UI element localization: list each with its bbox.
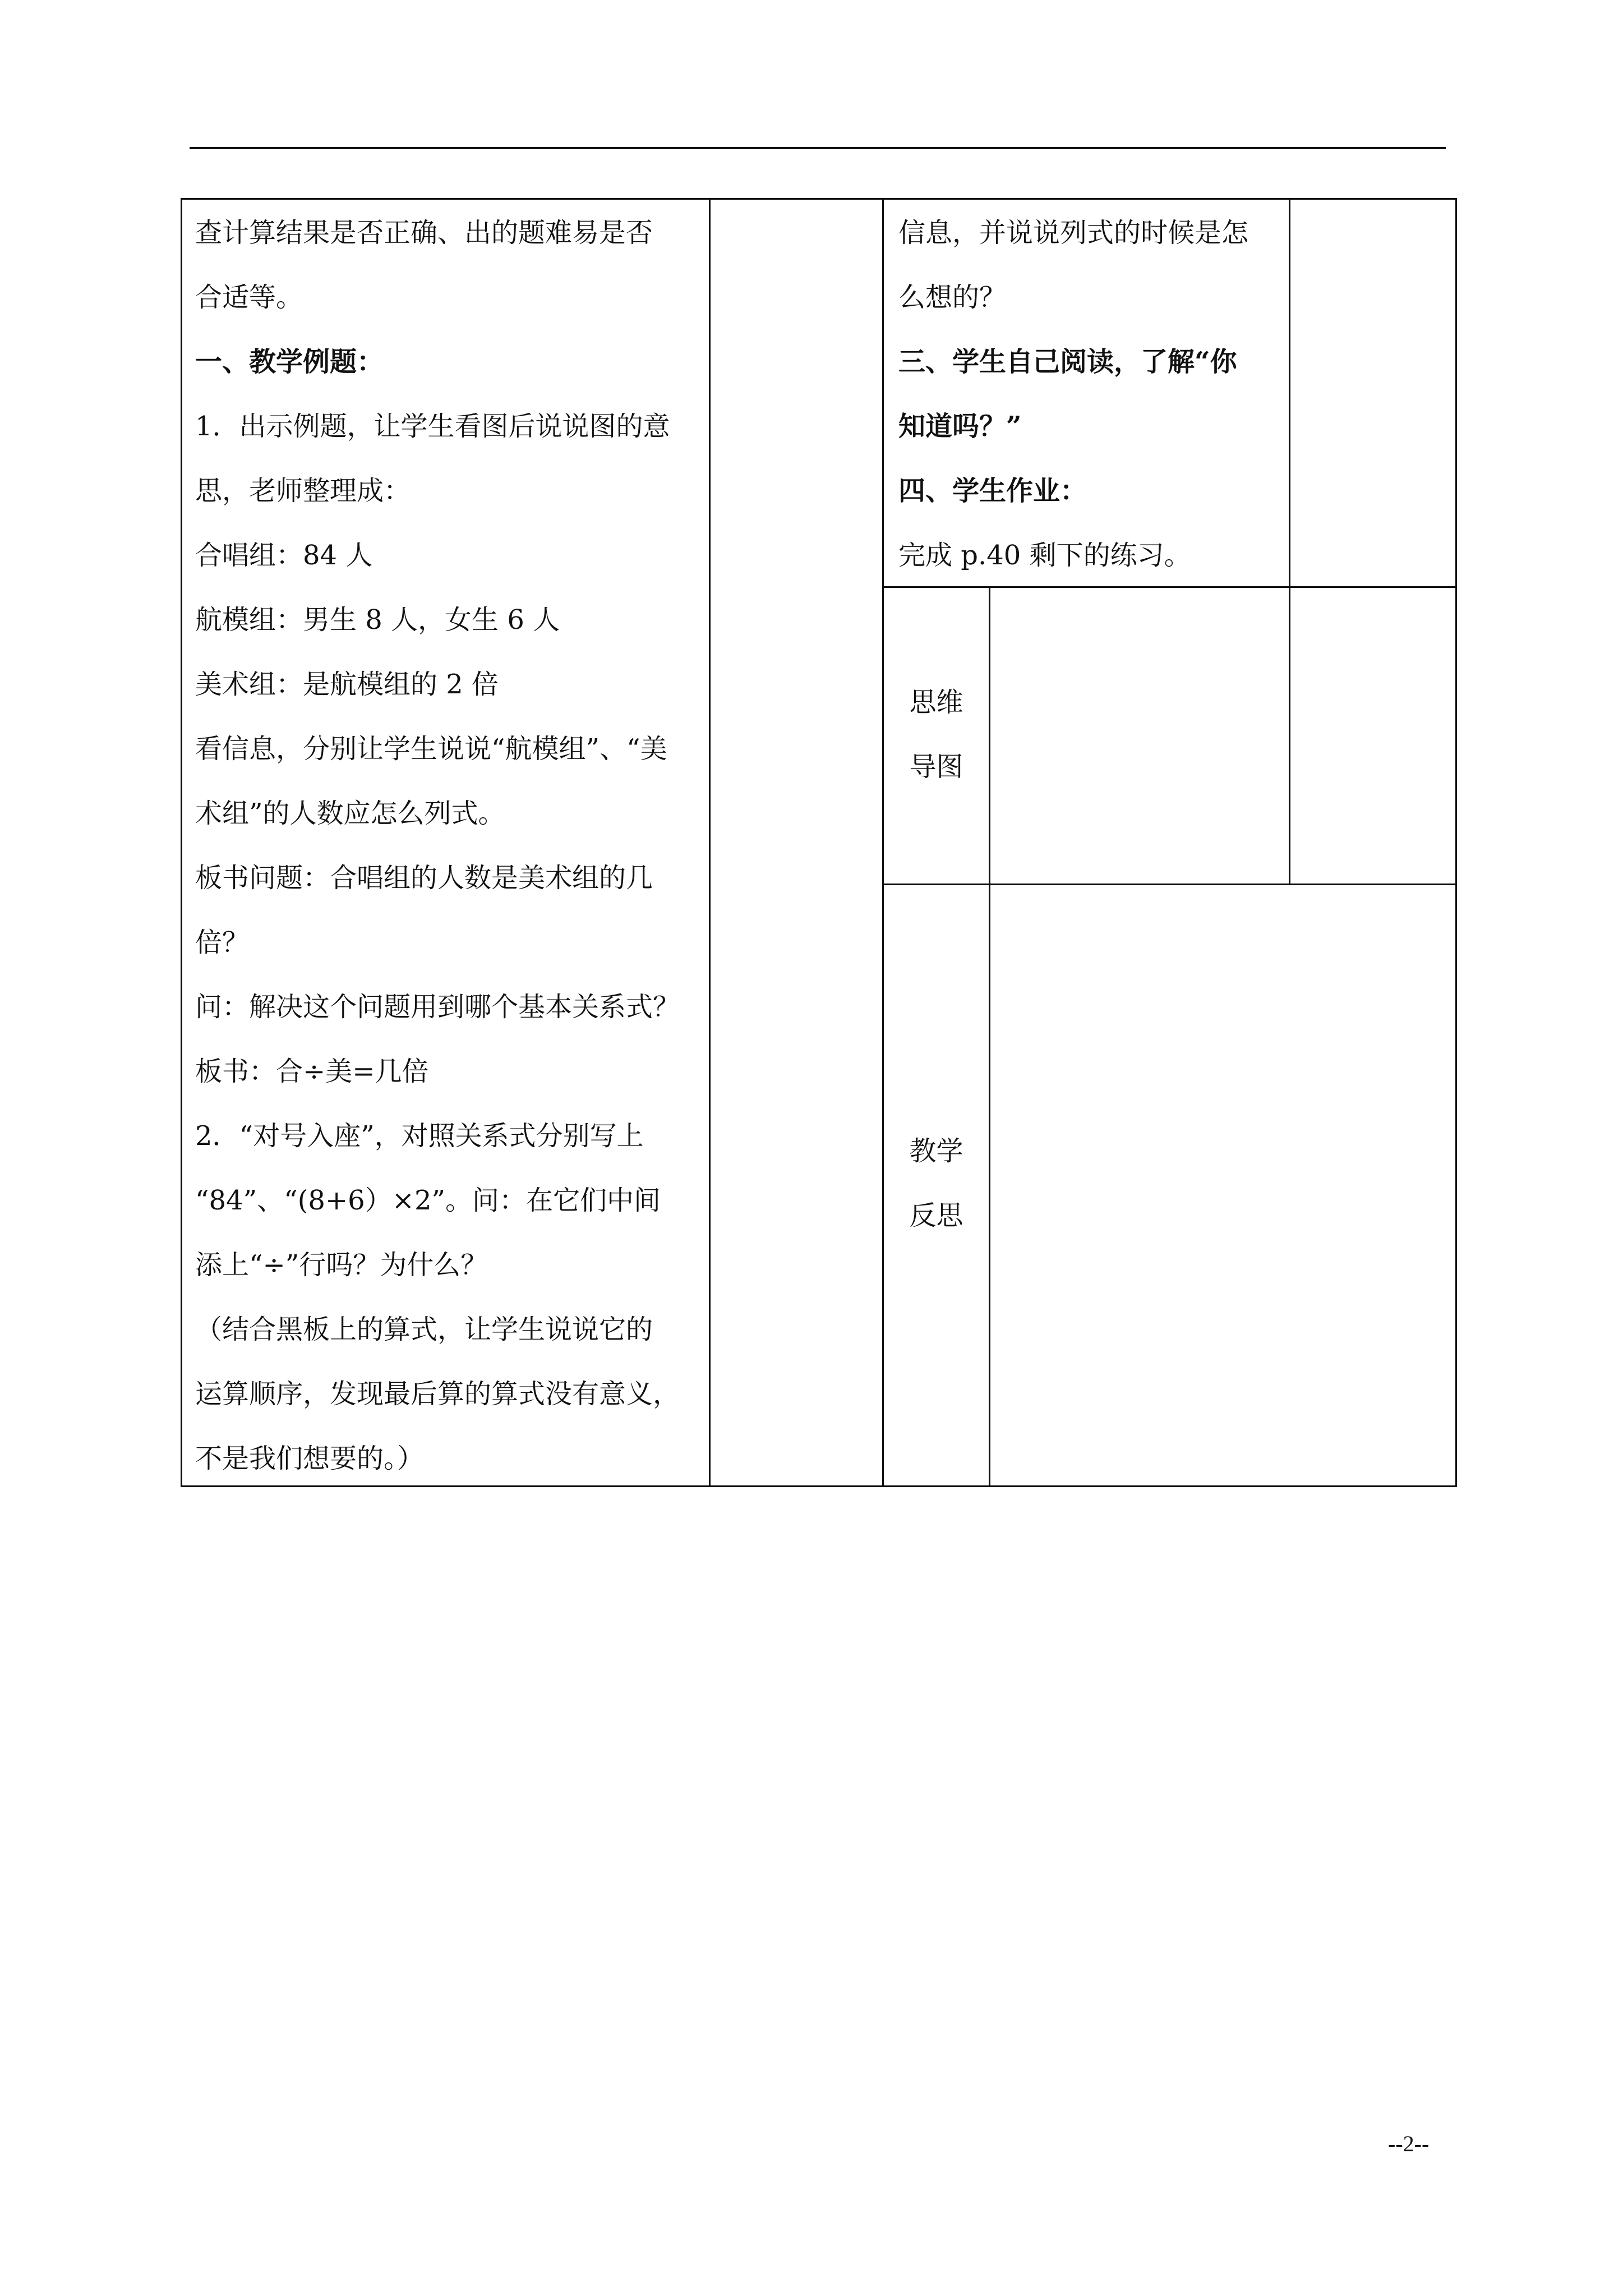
left-column-line: （结合黑板上的算式，让学生说说它的 (195, 1314, 653, 1345)
right-column-line: 三、学生自己阅读，了解“你 (898, 346, 1237, 378)
reflection-label-line1: 教学 (909, 1135, 963, 1167)
left-column-line: 查计算结果是否正确、出的题难易是否 (195, 217, 653, 249)
divider-row-2 (882, 884, 1457, 885)
divider-right-notes (1289, 198, 1290, 885)
left-content-cell (195, 201, 680, 1491)
right-column-line: 知道吗？” (898, 411, 1022, 442)
divider-label-column (989, 586, 990, 1487)
left-column-line: 术组”的人数应怎么列式。 (195, 798, 505, 829)
left-column-line: 板书：合÷美=几倍 (195, 1056, 429, 1087)
left-column-line: 看信息，分别让学生说说“航模组”、“美 (195, 733, 667, 765)
left-column-line: 美术组：是航模组的 2 倍 (195, 669, 499, 700)
left-column-line: 倍？ (195, 927, 250, 958)
left-column-line: 合适等。 (195, 282, 303, 313)
left-column-line: 添上“÷”行吗？为什么？ (195, 1249, 488, 1281)
reflection-label-line2: 反思 (909, 1200, 963, 1231)
left-column-line: 问：解决这个问题用到哪个基本关系式？ (195, 991, 680, 1023)
right-column-line: 么想的？ (898, 282, 1007, 313)
left-column-line: “84”、“(8+6）×2”。问：在它们中间 (195, 1185, 661, 1216)
left-column-line: 合唱组：84 人 (195, 540, 373, 571)
left-column-line: 航模组：男生 8 人，女生 6 人 (195, 604, 560, 636)
right-column-line: 信息，并说说列式的时候是怎 (898, 217, 1249, 249)
divider-center (882, 198, 884, 1487)
mind-map-label-line2: 导图 (909, 751, 963, 783)
left-column-line: 板书问题：合唱组的人数是美术组的几 (195, 862, 653, 894)
left-column-line: 一、教学例题： (195, 346, 384, 378)
mind-map-label (884, 670, 989, 799)
mind-map-label-line1: 思维 (909, 687, 963, 718)
left-column-line: 不是我们想要的。） (195, 1443, 425, 1474)
right-content-cell (898, 201, 1248, 588)
divider-left-notes (709, 198, 711, 1487)
page-number: --2-- (1388, 2131, 1430, 2156)
left-column-line: 运算顺序，发现最后算的算式没有意义， (195, 1378, 680, 1410)
right-column-line: 四、学生作业： (898, 475, 1087, 507)
left-column-line: 1．出示例题，让学生看图后说说图的意 (195, 411, 670, 442)
left-column-line: 思，老师整理成： (195, 475, 411, 507)
header-rule (190, 147, 1446, 149)
right-column-line: 完成 p.40 剩下的练习。 (898, 540, 1191, 571)
left-column-line: 2．“对号入座”，对照关系式分别写上 (195, 1120, 644, 1152)
reflection-label (884, 1119, 989, 1248)
